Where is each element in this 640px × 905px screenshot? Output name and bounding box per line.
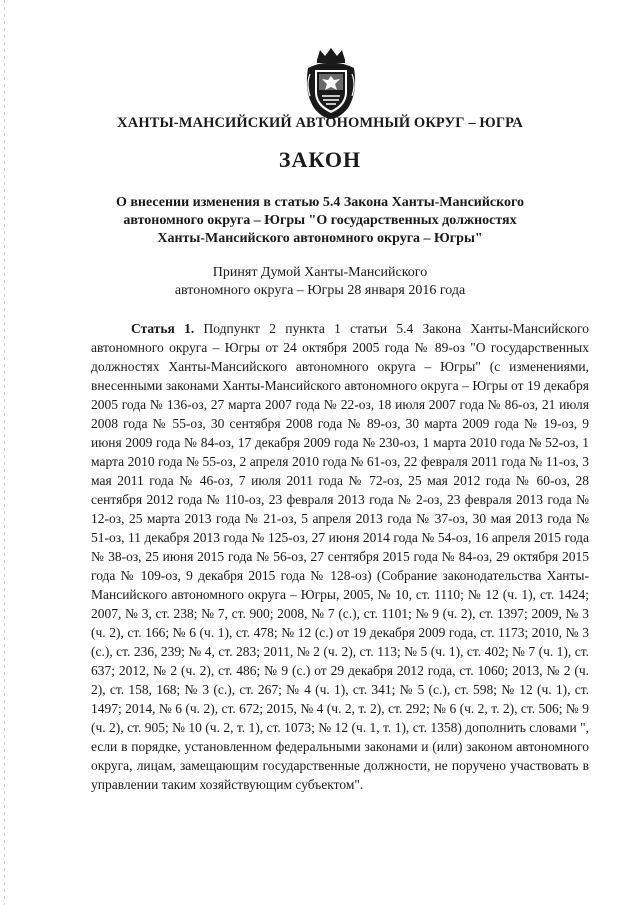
article-label: Статья 1.: [131, 321, 195, 336]
title-line: О внесении изменения в статью 5.4 Закона Ханты-Мансийского: [115, 195, 525, 210]
document-title: [60, 194, 580, 248]
title-line: Ханты-Мансийского автономного округа – Югры": [157, 231, 483, 246]
adoption-line: автономного округа – Югры 28 января 2016 года: [174, 283, 466, 298]
article-text: Подпункт 2 пункта 1 статьи 5.4 Закона Ханты-Мансийского автономного округа – Югры от 24 октября 2005 года № 89-оз "О государственных должностях Ханты-Мансийского автономного округа – Югры" (с изменениями, внесенными законами Ханты-Мансийского автономного округа – Югры от 19 декабря 2005 года № 136-оз, 27 марта 2007 года № 22-оз, 18 июля 2007 года № 86-оз, 21 июля 2008 года № 55-оз, 30 сентября 2008 года № 89-оз, 30 марта 2009 года № 19-оз, 9 июня 2009 года № 84-оз, 17 декабря 2009 года № 230-оз, 1 марта 2010 года № 52-оз, 1 марта 2010 года № 55-оз, 2 апреля 2010 года № 61-оз, 22 февраля 2011 года № 11-оз, 3 мая 2011 года № 46-оз, 7 июля 2011 года № 72-оз, 25 мая 2012 года № 60-оз, 28 сентября 2012 года № 110-оз, 23 февраля 2013 года № 2-оз, 23 февраля 2013 года № 12-оз, 25 марта 2013 года № 21-оз, 5 апреля 2013 года № 37-оз, 30 мая 2013 года № 51-оз, 11 декабря 2013 года № 125-оз, 27 июня 2014 года № 54-оз, 16 апреля 2015 года № 38-оз, 25 июня 2015 года № 56-оз, 27 сентября 2015 года № 84-оз, 29 октября 2015 года № 109-оз, 9 декабря 2015 года № 128-оз) (Собрание законодательства Ханты-Мансийского автономного округа – Югры, 2005, № 10, ст. 1110; № 12 (ч. 1), ст. 1424; 2007, № 3, ст. 238; № 7, ст. 900; 2008, № 7 (с.), ст. 1101; № 9 (ч. 2), ст. 1397; 2009, № 3 (ч. 2), ст. 166; № 6 (ч. 1), ст. 478; № 12 (с.) от 19 декабря 2009 года, ст. 1173; 2010, № 3 (с.), ст. 236, 239; № 4, ст. 283; 2011, № 2 (ч. 2), ст. 113; № 5 (ч. 1), ст. 402; № 7 (ч. 1), ст. 637; 2012, № 2 (ч. 2), ст. 486; № 9 (с.) от 29 декабря 2012 года, ст. 1060; 2013, № 2 (ч. 2), ст. 158, 168; № 3 (с.), ст. 267; № 4 (ч. 1), ст. 341; № 5 (с.), ст. 598; № 12 (ч. 1), ст. 1497; 2014, № 6 (ч. 2), ст. 672; 2015, № 4 (ч. 2, т. 2), ст. 292; № 6 (ч. 2, т. 2), ст. 506; № 9 (ч. 2), ст. 905; № 10 (ч. 2, т. 1), ст. 1073; № 12 (ч. 1, т. 1), ст. 1358) дополнить словами ", если в порядке, установленном федеральными законами и (или) законом автономного округа, лицам, замещающим государственные должности, не поручено участвовать в управлении таким хозяйствующим субъектом".: [91, 321, 590, 792]
title-line: автономного округа – Югры "О государственных должностях: [123, 213, 517, 228]
region-heading: ХАНТЫ-МАНСИЙСКИЙ АВТОНОМНЫЙ ОКРУГ – ЮГРА: [117, 115, 523, 131]
document-type: ЗАКОН: [278, 147, 362, 172]
coat-of-arms-icon: [300, 46, 362, 120]
adoption-line: Принят Думой Ханты-Мансийского: [212, 265, 428, 280]
scan-edge-line: [4, 0, 5, 905]
adoption-note: [0, 264, 640, 300]
article-1-paragraph: [91, 319, 589, 794]
